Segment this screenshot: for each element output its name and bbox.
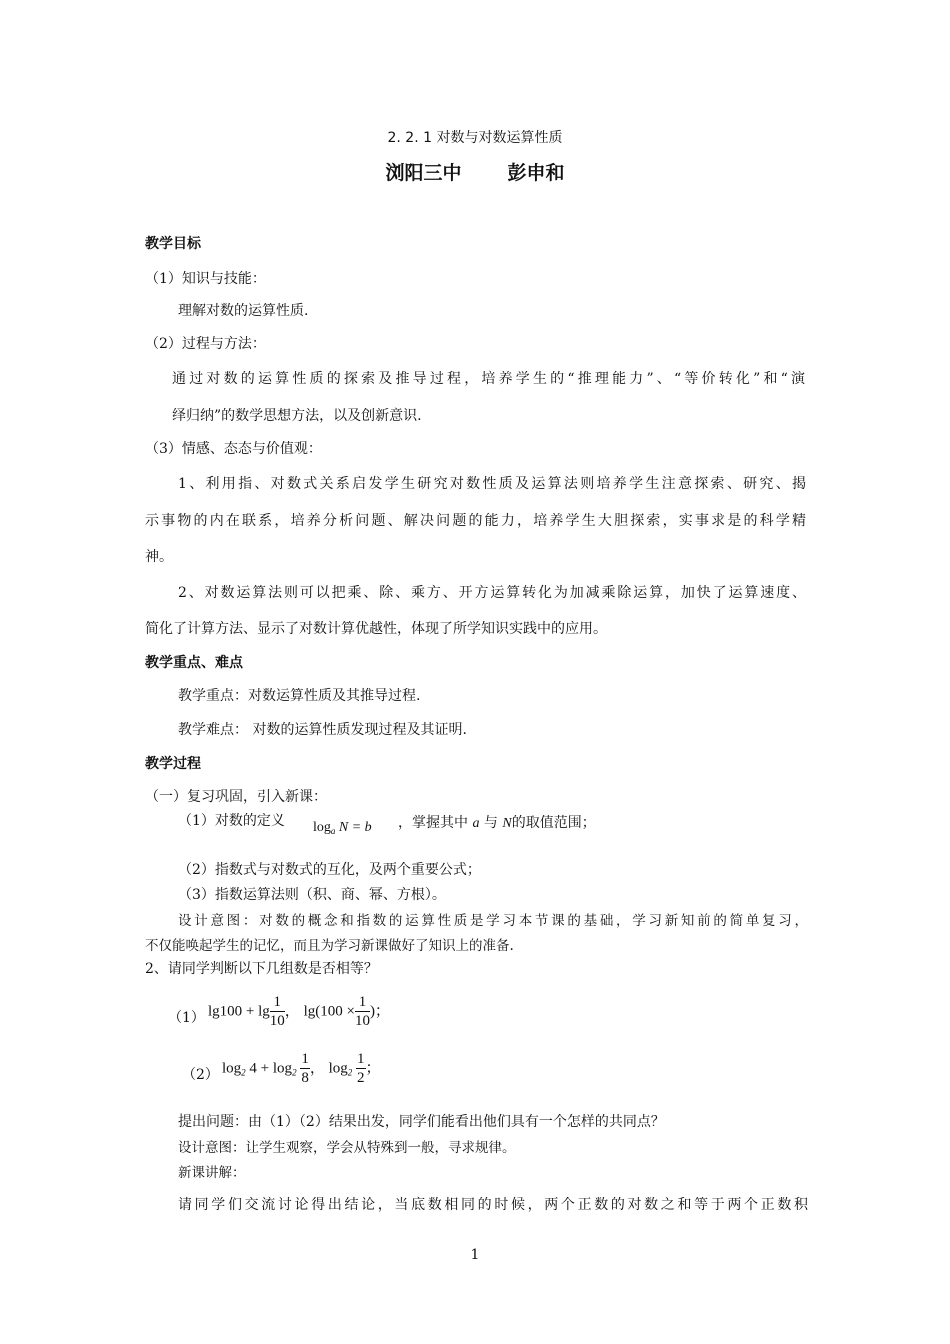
ex1-part-b: lg(100 × <box>303 1003 355 1020</box>
objective-3-p1-line-3: 神。 <box>145 549 173 565</box>
example-2-formula: $\log_2 4 + \log_2$ $\frac{1}{8}$ ， $\log_2$ $\frac{1}{2}$ ； <box>222 1051 381 1086</box>
design-intent-1-line-2: 不仅能唤起学生的记忆，而且为学习新课做好了知识上的准备. <box>145 938 514 954</box>
ex1-part-a: lg100 + lg <box>208 1003 270 1020</box>
objectives-heading: 教学目标 <box>145 236 201 252</box>
review-2: （2）指数式与对数式的互化，及两个重要公式； <box>178 862 481 878</box>
review-1-definition <box>178 810 285 830</box>
raise-question: 提出问题：由（1）（2）结果出发，同学们能看出他们具有一个怎样的共同点？ <box>178 1114 665 1130</box>
design-intent-1-line-1: 设计意图：对数的概念和指数的运算性质是学习本节课的基础，学习新知前的简单复习， <box>178 913 808 929</box>
objective-3-p1-line-2: 示事物的内在联系，培养分析问题、解决问题的能力，培养学生大胆探索，实事求是的科学精 <box>145 513 806 529</box>
author-school: 浏阳三中 <box>385 162 462 184</box>
objective-2-line-1: 通过对数的运算性质的探索及推导过程，培养学生的“推理能力”、“等价转化”和“演 <box>172 371 805 387</box>
author-line <box>0 158 950 185</box>
review-1-tail: ，掌握其中 a 与 N的取值范围； <box>398 815 596 831</box>
objective-3-p2-line-2: 简化了计算方法、显示了对数计算优越性，体现了所学知识实践中的应用。 <box>145 621 607 637</box>
example-2-label: （2） <box>182 1067 219 1083</box>
objective-2-line-2: 绎归纳”的数学思想方法，以及创新意识. <box>172 408 422 424</box>
key-points-heading: 教学重点、难点 <box>145 655 243 671</box>
example-1-label: （1） <box>168 1010 205 1026</box>
log-definition-formula <box>313 820 372 836</box>
objective-3-p1-line-1: 1、利用指、对数式关系启发学生研究对数性质及运算法则培养学生注意探索、研究、揭 <box>178 476 806 492</box>
teaching-difficulty: 教学难点： 对数的运算性质发现过程及其证明. <box>178 722 467 738</box>
discussion-line: 请同学们交流讨论得出结论，当底数相同的时候，两个正数的对数之和等于两个正数积 <box>178 1197 808 1213</box>
var-n: N <box>502 816 512 831</box>
ex2-fraction-2: $\frac{1}{2}$ <box>357 1051 365 1086</box>
ex1-fraction-1: $\frac{1}{10}$ <box>269 994 285 1029</box>
ex1-fraction-2: $\frac{1}{10}$ <box>354 994 370 1029</box>
document-title: 2. 2. 1 对数与对数运算性质 <box>387 130 563 146</box>
process-part-1-label: （一）复习巩固，引入新课： <box>145 789 327 805</box>
equality-question: 2、请同学判断以下几组数是否相等？ <box>145 961 378 977</box>
log-formula-rest: N = b <box>338 820 372 835</box>
objective-2-label: （2）过程与方法： <box>145 336 266 352</box>
review-1-pre: （1）对数的定义 <box>178 813 285 829</box>
var-a: a <box>472 816 480 831</box>
design-intent-2: 设计意图：让学生观察，学会从特殊到一般，寻求规律。 <box>178 1140 516 1156</box>
teaching-focus: 教学重点：对数运算性质及其推导过程. <box>178 688 421 704</box>
process-heading: 教学过程 <box>145 756 201 772</box>
example-1-formula: lg100 + lg $\frac{1}{10}$ ， lg(100 × $\frac{1}{10}$ )； <box>208 994 390 1029</box>
objective-3-p2-line-1: 2、对数运算法则可以把乘、除、乘方、开方运算转化为加减乘除运算，加快了运算速度、 <box>178 585 806 601</box>
objective-1-label: （1）知识与技能： <box>145 271 266 287</box>
log-base: a <box>330 826 336 836</box>
ex2-fraction-1: $\frac{1}{8}$ <box>301 1051 309 1086</box>
author-name: 彭申和 <box>507 162 565 184</box>
page-number: 1 <box>470 1247 480 1263</box>
objective-3-label: （3）情感、态态与价值观： <box>145 441 322 457</box>
log-text: log <box>313 820 331 835</box>
review-3: （3）指数运算法则（积、商、幂、方根）。 <box>178 887 446 903</box>
objective-1-text: 理解对数的运算性质. <box>178 303 309 319</box>
new-lesson-label: 新课讲解： <box>178 1165 246 1181</box>
